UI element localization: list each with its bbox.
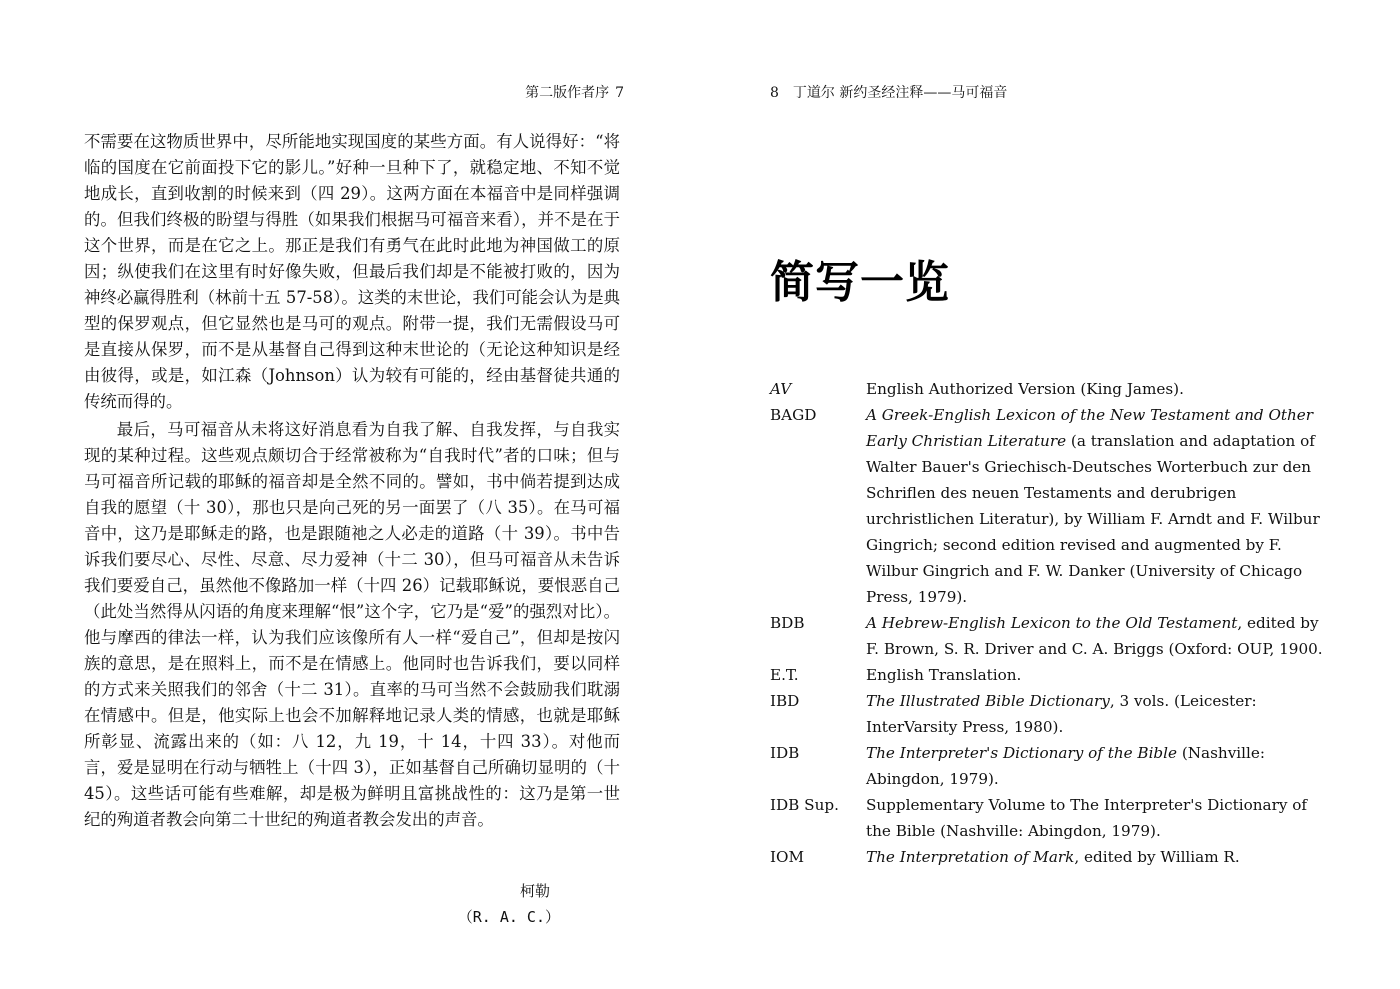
- abbreviation-text: , 3 vols. (Leicester: InterVarsity Press, 1980).: [866, 692, 1257, 736]
- abbreviation-entry: [770, 402, 1330, 610]
- abbreviation-text: Supplementary Volume to The Interpreter's Dictionary of the Bible (Nashville: Abingdon, 1979).: [866, 796, 1308, 840]
- abbreviation-entry: [770, 610, 1330, 662]
- abbreviation-key: AV: [770, 380, 792, 398]
- paragraph-2: 最后，马可福音从未将这好消息看为自我了解、自我发挥，与自我实现的某种过程。这些观点颇切合于经常被称为“自我时代”者的口味；但与马可福音所记载的耶稣的福音却是全然不同的。譬如，书中倘若提到达成自我的愿望（十 30），那也只是向己死的另一面罢了（八 35）。在马可福音中，这乃是耶稣走的路，也是跟随祂之人必走的道路（十 39）。书中告诉我们要尽心、尽性、尽意、尽力爱神（十二 30），但马可福音从未告诉我们要爱自己，虽然他不像路加一样（十四 26）记载耶稣说，要恨恶自己（此处当然得从闪语的角度来理解“恨”这个字，它乃是“爱”的强烈对比）。他与摩西的律法一样，认为我们应该像所有人一样“爱自己”，但却是按闪族的意思，是在照料上，而不是在情感上。他同时也告诉我们，要以同样的方式来关照我们的邻舍（十二 31）。直率的马可当然不会鼓励我们耽溺在情感中。但是，他实际上也会不加解释地记录人类的情感，也就是耶稣所彰显、流露出来的（如：八 12，九 19，十 14，十四 33）。对他而言，爱是显明在行动与牺牲上（十四 3），正如基督自己所确切显明的（十 45）。这些话可能有些难解，却是极为鲜明且富挑战性的：这乃是第一世纪的殉道者教会向第二十世纪的殉道者教会发出的声音。: [84, 420, 620, 829]
- abbreviation-description: [866, 792, 1330, 844]
- abbreviation-entry: [770, 688, 1330, 740]
- abbreviation-text: English Translation.: [866, 666, 1022, 684]
- abbreviation-entry: [770, 376, 1330, 402]
- right-running-head: [770, 82, 1007, 102]
- abbreviation-entry: [770, 662, 1330, 688]
- abbreviation-text: (a translation and adaptation of Walter Bauer's Griechisch-Deutsches Worterbuch zur den Schriflen des neuen Testaments and derubrigen urchristlichen Literatur), by William F. Arndt and F. Wilbur Gingrich; second edition revised and augmented by F. Wilbur Gingrich and F. W. Danker (University of Chicago Press, 1979).: [866, 432, 1320, 606]
- abbreviation-description: [866, 662, 1330, 688]
- abbreviation-description: [866, 376, 1330, 402]
- abbreviation-entry: [770, 792, 1330, 844]
- abbreviation-text: , edited by William R.: [1074, 848, 1240, 866]
- abbreviation-entry: [770, 740, 1330, 792]
- abbreviation-title-text: A Hebrew-English Lexicon to the Old Testament: [866, 614, 1238, 632]
- abbreviation-key: IDB: [770, 744, 800, 762]
- right-page-number: 8: [770, 85, 779, 101]
- abbreviations-list: [770, 376, 1330, 870]
- abbreviation-description: [866, 402, 1330, 610]
- abbreviation-key: BAGD: [770, 406, 817, 424]
- left-running-head: [525, 82, 630, 102]
- abbreviation-key: BDB: [770, 614, 805, 632]
- abbreviation-title-text: The Interpretation of Mark: [866, 848, 1075, 866]
- abbreviation-description: [866, 740, 1330, 792]
- abbreviation-description: [866, 844, 1330, 870]
- abbreviation-key: IBD: [770, 692, 800, 710]
- abbreviation-description: [866, 688, 1330, 740]
- abbreviation-title-text: The Illustrated Bible Dictionary: [866, 692, 1110, 710]
- signature-name: 柯勒: [519, 882, 550, 900]
- abbreviation-key: E.T.: [770, 666, 799, 684]
- left-page-number: 7: [615, 85, 624, 101]
- abbreviation-key: IOM: [770, 848, 805, 866]
- left-body-text: [84, 129, 620, 833]
- abbreviation-title-text: The Interpreter's Dictionary of the Bible: [866, 744, 1178, 762]
- abbreviation-entry: [770, 844, 1330, 870]
- abbreviations-heading: 简写一览: [770, 257, 950, 308]
- right-page: [700, 0, 1400, 989]
- paragraph-1: 不需要在这物质世界中，尽所能地实现国度的某些方面。有人说得好：“将临的国度在它前面投下它的影儿。”好种一旦种下了，就稳定地、不知不觉地成长，直到收割的时候来到（四 29）。这两方面在本福音中是同样强调的。但我们终极的盼望与得胜（如果我们根据马可福音来看），并不是在于这个世界，而是在它之上。那正是我们有勇气在此时此地为神国做工的原因；纵使我们在这里有时好像失败，但最后我们却是不能被打败的，因为神终必赢得胜利（林前十五 57-58）。这类的末世论，我们可能会认为是典型的保罗观点，但它显然也是马可的观点。附带一提，我们无需假设马可是直接从保罗，而不是从基督自己得到这种末世论的（无论这种知识是经由彼得，或是，如江森（Johnson）认为较有可能的，经由基督徒共通的传统而得的。: [84, 132, 620, 411]
- abbreviation-key: IDB Sup.: [770, 796, 839, 814]
- abbreviation-text: , edited by F. Brown, S. R. Driver and C. A. Briggs (Oxford: OUP, 1900.: [866, 614, 1323, 658]
- abbreviation-text: (Nashville: Abingdon, 1979).: [866, 744, 1265, 788]
- left-running-head-title: 第二版作者序: [525, 85, 610, 101]
- abbreviation-text: English Authorized Version (King James).: [866, 380, 1184, 398]
- signature-initials: （R. A. C.）: [457, 908, 560, 926]
- abbreviation-description: [866, 610, 1330, 662]
- right-running-head-title: 丁道尔 新约圣经注释——马可福音: [792, 85, 1008, 101]
- abbreviation-title-text: A Greek-English Lexicon of the New Testament and Other Early Christian Literature: [866, 406, 1314, 450]
